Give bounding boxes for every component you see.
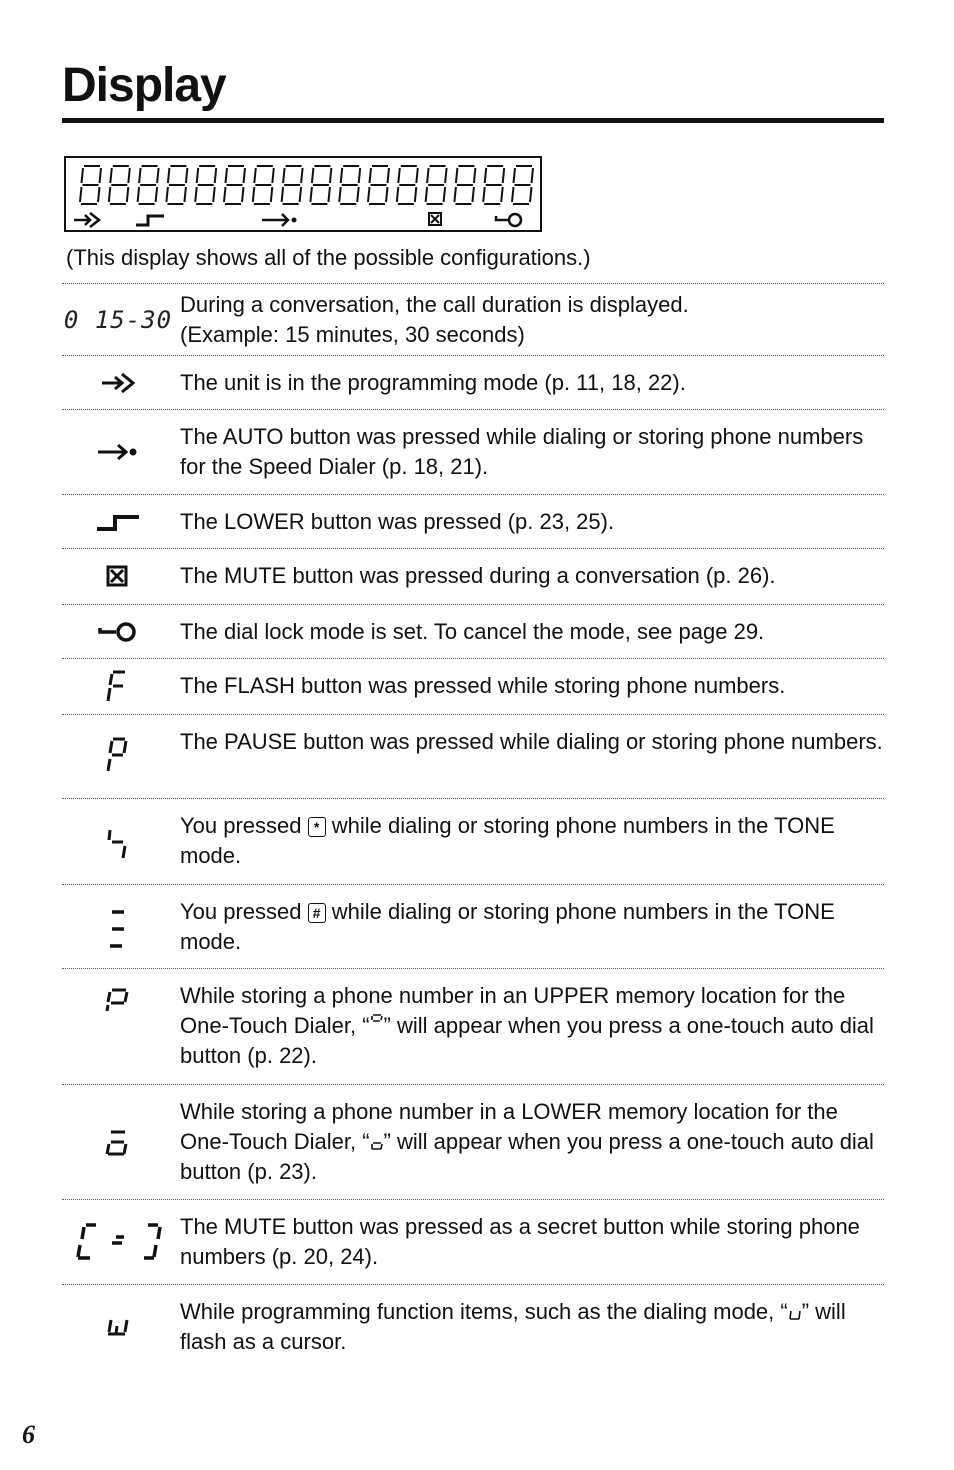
table-row <box>62 355 884 409</box>
display-caption: (This display shows all of the possible configurations.) <box>66 245 591 270</box>
lcd-segment <box>168 168 170 183</box>
row-text: While programming function items, such as the dialing mode, “ <box>180 1299 788 1324</box>
lcd-segment <box>472 187 474 202</box>
lcd-segment <box>195 187 197 202</box>
pound-key-icon: # <box>308 903 326 923</box>
lcd-segment <box>157 168 159 183</box>
table-row <box>62 968 884 1084</box>
lcd-segment <box>341 168 343 183</box>
lcd-segment <box>532 168 534 183</box>
mute-box-icon <box>62 549 174 604</box>
table-row <box>62 604 884 658</box>
lcd-segment <box>445 168 447 183</box>
lcd-segment <box>456 168 458 183</box>
lcd-segment <box>397 187 399 202</box>
call-duration-digits-icon <box>62 284 174 355</box>
lcd-segment <box>474 168 476 183</box>
row-text: While storing a phone number in a LOWER memory location for the One-Touch Dialer, “ <box>180 1099 838 1154</box>
table-row <box>62 714 884 798</box>
lcd-segment <box>530 187 532 202</box>
dial-lock-icon <box>496 216 508 220</box>
symbol-table <box>62 283 884 1368</box>
lcd-segment <box>242 187 244 202</box>
lcd-segment <box>357 187 359 202</box>
lcd-segment <box>271 187 273 202</box>
lcd-segment <box>127 187 129 202</box>
lcd-segment <box>483 187 485 202</box>
secret-bracket-icon <box>62 1200 174 1284</box>
lcd-segment <box>416 168 418 183</box>
lcd-segment <box>388 168 390 183</box>
pause-segment-icon <box>62 715 174 798</box>
cursor-segment-icon <box>62 1285 174 1368</box>
lcd-segment <box>254 168 256 183</box>
lower-memory-segment-icon <box>62 1085 174 1199</box>
lcd-segment <box>386 187 388 202</box>
mute-box-icon <box>429 213 441 225</box>
lcd-segment <box>128 168 130 183</box>
lcd-segment <box>368 187 370 202</box>
lcd-segment <box>300 187 302 202</box>
table-row <box>62 658 884 714</box>
table-row <box>62 409 884 494</box>
upper-small-segment-icon <box>370 1013 384 1027</box>
row-text: You pressed <box>180 813 302 838</box>
row-text-2: (Example: 15 minutes, 30 seconds) <box>180 322 525 347</box>
row-text: The MUTE button was pressed during a conversation (p. 26). <box>180 563 776 588</box>
auto-arrow-icon <box>262 214 288 226</box>
lcd-segment <box>426 187 428 202</box>
lcd-segment <box>454 187 456 202</box>
row-text: while dialing or storing phone numbers in the TONE mode. <box>180 899 835 954</box>
pound-segment-icon <box>62 885 174 968</box>
duration-digits: 0 15-30 <box>63 305 173 334</box>
lcd-segment <box>283 168 285 183</box>
auto-dot <box>292 218 297 223</box>
title-underline <box>62 118 884 123</box>
lower-step-icon <box>136 216 164 225</box>
lcd-segment <box>398 168 400 183</box>
lcd-segment <box>139 168 141 183</box>
lcd-segment <box>226 168 228 183</box>
row-text: ” will flash as a cursor. <box>180 1299 846 1354</box>
row-text: During a conversation, the call duration is displayed. <box>180 292 689 317</box>
lcd-segment <box>415 187 417 202</box>
row-text: While storing a phone number in an UPPER memory location for the One-Touch Dialer, “ <box>180 983 846 1038</box>
lcd-segment <box>485 168 487 183</box>
lcd-segment <box>224 187 226 202</box>
lcd-segment <box>98 187 100 202</box>
programming-mode-icon <box>62 356 174 409</box>
lcd-segment <box>282 187 284 202</box>
lcd-segment <box>427 168 429 183</box>
lower-step-icon <box>62 495 174 548</box>
lcd-segment <box>244 168 246 183</box>
star-key-icon: * <box>308 817 326 837</box>
star-segment-icon <box>62 799 174 884</box>
row-text: You pressed <box>180 899 302 924</box>
lcd-segment <box>184 187 186 202</box>
row-text: The MUTE button was pressed as a secret button while storing phone numbers (p. 20, 24). <box>180 1214 860 1269</box>
row-text: The dial lock mode is set. To cancel the mode, see page 29. <box>180 619 765 644</box>
table-row <box>62 1084 884 1199</box>
lcd-segment <box>156 187 158 202</box>
lcd-segment <box>514 168 516 183</box>
lcd-segment <box>444 187 446 202</box>
page-number: 6 <box>22 1420 35 1449</box>
dial-lock-ring <box>509 214 521 226</box>
table-row <box>62 548 884 604</box>
lcd-segment <box>215 168 217 183</box>
table-row <box>62 283 884 355</box>
row-text: The AUTO button was pressed while dialing or storing phone numbers for the Speed Dialer (p. 18, 21). <box>180 424 864 479</box>
lcd-segment <box>370 168 372 183</box>
lcd-segment <box>312 168 314 183</box>
lcd-segment <box>110 168 112 183</box>
table-row <box>62 1199 884 1284</box>
lcd-segment <box>166 187 168 202</box>
dial-lock-icon <box>62 605 174 658</box>
lcd-segment <box>512 187 514 202</box>
lcd-segment <box>197 168 199 183</box>
lcd-segment <box>138 187 140 202</box>
lcd-segments <box>66 158 544 234</box>
lcd-segment <box>339 187 341 202</box>
lcd-segment <box>328 187 330 202</box>
lcd-segment <box>310 187 312 202</box>
lcd-segment <box>359 168 361 183</box>
lower-small-segment-icon <box>370 1137 384 1151</box>
table-row <box>62 494 884 548</box>
lcd-segment <box>82 168 84 183</box>
row-text: The FLASH button was pressed while storing phone numbers. <box>180 673 786 698</box>
table-row <box>62 1284 884 1368</box>
lcd-segment <box>330 168 332 183</box>
row-text: while dialing or storing phone numbers in the TONE mode. <box>180 813 835 868</box>
row-text: The unit is in the programming mode (p. 11, 18, 22). <box>180 370 686 395</box>
page-title: Display <box>62 59 226 112</box>
lcd-segment <box>503 168 505 183</box>
lcd-segment <box>80 187 82 202</box>
table-row <box>62 798 884 884</box>
row-text: The PAUSE button was pressed while dialing or storing phone numbers. <box>180 729 883 754</box>
lcd-segment <box>186 168 188 183</box>
cursor-small-icon <box>788 1307 802 1321</box>
table-row <box>62 884 884 968</box>
row-text: ” will appear when you press a one-touch auto dial button (p. 22). <box>180 1013 874 1068</box>
upper-memory-segment-icon <box>62 969 174 1084</box>
lcd-segment <box>253 187 255 202</box>
row-text: The LOWER button was pressed (p. 23, 25). <box>180 509 615 534</box>
lcd-segment <box>272 168 274 183</box>
programming-mode-icon <box>74 213 99 227</box>
lcd-segment <box>109 187 111 202</box>
lcd-segment <box>213 187 215 202</box>
lcd-segment <box>100 168 102 183</box>
lcd-display-all-segments <box>64 156 542 232</box>
row-text: ” will appear when you press a one-touch auto dial button (p. 23). <box>180 1129 874 1184</box>
lcd-segment <box>301 168 303 183</box>
lcd-segment <box>501 187 503 202</box>
flash-segment-icon <box>62 659 174 714</box>
auto-arrow-icon <box>62 410 174 494</box>
